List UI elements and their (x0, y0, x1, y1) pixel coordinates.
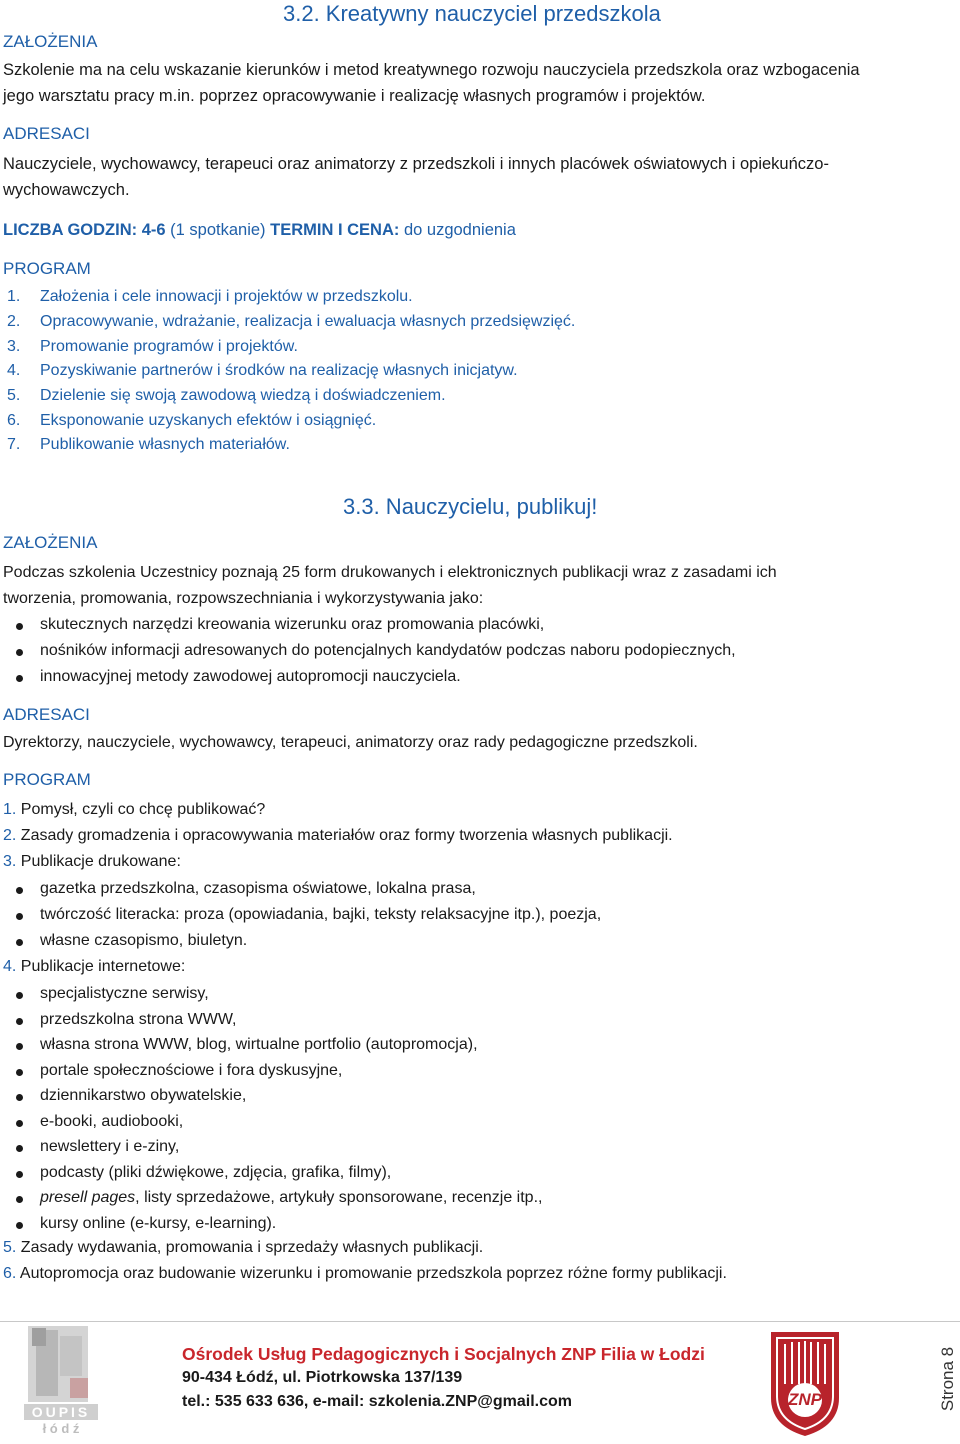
list-item: gazetka przedszkolna, czasopisma oświatowe, lokalna prasa, (0, 876, 900, 902)
list-item: kursy online (e-kursy, e-learning). (0, 1211, 900, 1237)
list-item: nośników informacji adresowanych do potencjalnych kandydatów podczas naboru podopiecznych, (0, 638, 900, 664)
list-item: portale społecznościowe i fora dyskusyjne, (0, 1058, 900, 1084)
oupis-logo (22, 1324, 100, 1439)
program-item: 3. Publikacje drukowane: (3, 853, 181, 870)
termin-cena-label: TERMIN I CENA: (270, 221, 400, 239)
program-label: PROGRAM (3, 770, 91, 789)
oupis-logo-text: OUPIS (31, 1404, 91, 1420)
zalozenia-bullets (0, 612, 900, 692)
footer-contact: tel.: 535 633 636, e-mail: szkolenia.ZNP@gmail.com (182, 1393, 572, 1410)
list-item: twórczość literacka: proza (opowiadania, bajki, teksty relaksacyjne itp.), poezja, (0, 902, 900, 928)
bullet-icon (16, 992, 23, 999)
internet-publications-list (0, 981, 900, 1241)
program-item: 5. Zasady wydawania, promowania i sprzedaży własnych publikacji. (3, 1239, 484, 1256)
zalozenia-text: Podczas szkolenia Uczestnicy poznają 25 form drukowanych i elektronicznych publikacji wraz z zasadami ich (3, 564, 777, 581)
adresaci-text: Dyrektorzy, nauczyciele, wychowawcy, terapeuci, animatorzy oraz rady pedagogiczne przedszkoli. (3, 734, 698, 751)
list-item: dziennikarstwo obywatelskie, (0, 1083, 900, 1109)
zalozenia-label: ZAŁOŻENIA (3, 533, 98, 552)
bullet-icon (16, 1018, 23, 1025)
bullet-icon (16, 675, 23, 682)
zalozenia-text: tworzenia, promowania, rozpowszechniania i wykorzystywania jako: (3, 590, 484, 607)
bullet-icon (16, 1196, 23, 1203)
adresaci-label: ADRESACI (3, 124, 90, 143)
footer-divider (0, 1321, 960, 1322)
footer-org-name: Ośrodek Usług Pedagogicznych i Socjalnych ZNP Filia w Łodzi (182, 1344, 705, 1364)
printed-publications-list (0, 876, 900, 956)
bullet-icon (16, 1120, 23, 1127)
zalozenia-label: ZAŁOŻENIA (3, 32, 98, 51)
program-item: 6. Autopromocja oraz budowanie wizerunku i promowanie przedszkola poprzez różne formy publikacji. (3, 1265, 727, 1282)
program-label: PROGRAM (3, 259, 91, 278)
oupis-logo-subtext: ł ó d ź (42, 1421, 80, 1436)
znp-logo-graphic (765, 1328, 845, 1438)
bullet-icon (16, 1145, 23, 1152)
list-item: przedszkolna strona WWW, (0, 1007, 900, 1033)
program-item: 2. Zasady gromadzenia i opracowywania materiałów oraz formy tworzenia własnych publikacji. (3, 827, 673, 844)
list-item: specjalistyczne serwisy, (0, 981, 900, 1007)
list-item: e-booki, audiobooki, (0, 1109, 900, 1135)
liczba-godzin-value: 4-6 (137, 221, 171, 239)
section-title: 3.3. Nauczycielu, publikuj! (343, 494, 598, 519)
program-item: 1. Pomysł, czyli co chcę publikować? (3, 801, 266, 818)
bullet-icon (16, 1171, 23, 1178)
list-item: własna strona WWW, blog, wirtualne portfolio (autopromocja), (0, 1032, 900, 1058)
bullet-icon (16, 939, 23, 946)
liczba-godzin-label: LICZBA GODZIN: (3, 221, 138, 239)
bullet-icon (16, 913, 23, 920)
list-item: skutecznych narzędzi kreowania wizerunku oraz promowania placówki, (0, 612, 900, 638)
section-title: 3.2. Kreatywny nauczyciel przedszkola (283, 1, 661, 26)
list-item: własne czasopismo, biuletyn. (0, 928, 900, 954)
adresaci-text: Nauczyciele, wychowawcy, terapeuci oraz animatorzy z przedszkoli i innych placówek oświatowych i opiekuńczo- (3, 155, 829, 173)
list-item: podcasty (pliki dźwiękowe, zdjęcia, grafika, filmy), (0, 1160, 900, 1186)
bullet-icon (16, 1069, 23, 1076)
bullet-icon (16, 649, 23, 656)
page-number-box (935, 1324, 960, 1440)
liczba-godzin-note: (1 spotkanie) (170, 221, 271, 239)
program-item: 4. Publikacje internetowe: (3, 958, 186, 975)
bullet-icon (16, 1043, 23, 1050)
hours-term-line (3, 217, 516, 243)
page-number: Strona 8 (938, 1346, 957, 1412)
list-item: innowacyjnej metody zawodowej autopromocji nauczyciela. (0, 664, 900, 690)
adresaci-label: ADRESACI (3, 705, 90, 724)
zalozenia-text: jego warsztatu pracy m.in. poprzez opracowywanie i realizację własnych programów i projektów. (3, 87, 706, 105)
bullet-icon (16, 623, 23, 630)
znp-logo-text: ZNP (788, 1390, 822, 1409)
list-item: presell pages, listy sprzedażowe, artykuły sponsorowane, recenzje itp., (0, 1185, 900, 1211)
bullet-icon (16, 887, 23, 894)
bullet-icon (16, 1222, 23, 1229)
adresaci-text: wychowawczych. (3, 181, 130, 199)
list-item: newslettery i e-ziny, (0, 1134, 900, 1160)
zalozenia-text: Szkolenie ma na celu wskazanie kierunków i metod kreatywnego rozwoju nauczyciela przedszkola oraz wzbogacenia (3, 61, 860, 79)
footer-address: 90-434 Łódź, ul. Piotrkowska 137/139 (182, 1369, 463, 1386)
termin-cena-value: do uzgodnienia (399, 221, 516, 239)
znp-logo (765, 1328, 845, 1438)
program-list: 1. Założenia i cele innowacji i projektów w przedszkolu. 2. Opracowywanie, wdrażanie, realizacja i ewaluacja własnych przedsięwzięć. 3. Promowanie programów i projektów. 4. Pozyskiwanie partnerów i środków na realizację własnych inicjatyw. 5. Dzielenie się swoją zawodową wiedzą i doświadczeniem. 6. Eksponowanie uzyskanych efektów i osiągnięć. 7. Publikowanie własnych materiałów. (7, 288, 576, 453)
bullet-icon (16, 1094, 23, 1101)
